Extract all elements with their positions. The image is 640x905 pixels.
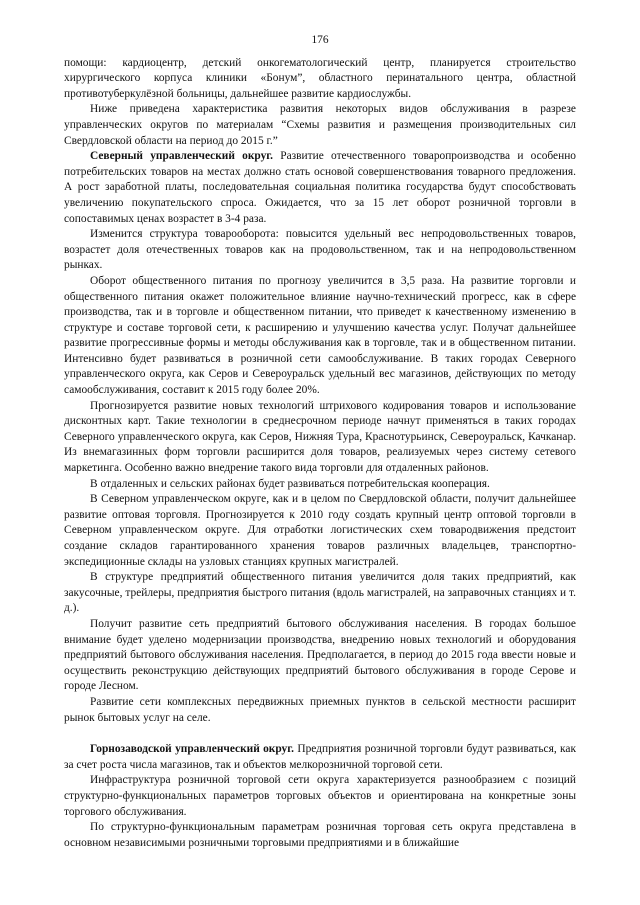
paragraph: Оборот общественного питания по прогнозу увеличится в 3,5 раза. На развитие торговли и общественного питания окажет положительное влияние научно-технический прогресс, как в сфере производства, так и в торговле и общественном питании, что приведет к качественному изменению в структуре и составе торговой сети, к расширению и улучшению качества услуг. Получат дальнейшее развитие прогрессивные формы и методы обслуживания как в торговле, так и в общественном питании. Интенсивно будет развиваться в розничной сети самообслуживание. В таких городах Северного управленческого округа, как Серов и Североуральск удельный вес магазинов, действующих по методу самообслуживания, составит к 2015 году более 20%. (64, 274, 576, 397)
section-gap (64, 726, 576, 742)
text-block-2 (64, 742, 576, 851)
paragraph: Получит развитие сеть предприятий бытового обслуживания населения. В городах большое внимание будет уделено модернизации производства, внедрению новых технологий и оборудования предприятий бытового обслуживания населения. Предполагается, в период до 2015 года ввести новые и осуществить реконструкцию действующих предприятий бытового обслуживания в городе Серове и городе Лесном. (64, 617, 576, 693)
text-block-1 (64, 56, 576, 727)
section-heading: Северный управленческий округ. (90, 150, 274, 163)
paragraph: Развитие сети комплексных передвижных приемных пунктов в сельской местности расширит рынок бытовых услуг на селе. (64, 695, 576, 724)
paragraph: В Северном управленческом округе, как и в целом по Свердловской области, получит дальнейшее развитие оптовая торговля. Прогнозируется к 2010 году создать крупный центр оптовой торговли в Северном управленческом округе. Для отработки логистических схем товародвижения предстоит создание складов гарантированного хранения товаров различных владельцев, транспортно-экспедиционные склады на узловых станциях крупных магистралей. (64, 493, 576, 568)
section-paragraph-gornozavodskoy: Горнозаводской управленческий округ. Предприятия розничной торговли будут развиваться, как за счет роста числа магазинов, так и объектов мелкорозничной торговой сети. (64, 743, 576, 771)
paragraph: В отдаленных и сельских районах будет развиваться потребительская кооперация. (90, 477, 490, 490)
section-paragraph-north: Северный управленческий округ. Развитие отечественного товаропроизводства и особенно потребительских товаров на местах должно стать основой совершенствования товарного предложения. А рост заработной платы, последовательная социальная политика государства будут способствовать увеличению покупательского спроса. Ожидается, что за 15 лет оборот розничной торговли в сопоставимых ценах возрастет в 3-4 раза. (64, 150, 576, 225)
paragraph: В структуре предприятий общественного питания увеличится доля таких предприятий, как закусочные, трейлеры, предприятия быстрого питания (вдоль магистралей, на заправочных станциях и т. д.). (64, 571, 576, 615)
paragraph: Ниже приведена характеристика развития некоторых видов обслуживания в разрезе управленческих округов по материалам “Схемы развития и размещения производительных сил Свердловской области на период до 2015 г.” (64, 103, 576, 147)
paragraph: Изменится структура товарооборота: повысится удельный вес непродовольственных товаров, возрастет доля отечественных товаров как на продовольственном, так и на непродовольственном рынках. (64, 228, 576, 272)
paragraph: помощи: кардиоцентр, детский онкогематологический центр, планируется строительство хирургического корпуса клиники «Бонум”, областного перинатального центра, областной противотуберкулёзной больницы, дальнейшее развитие кардиослужбы. (64, 56, 576, 100)
paragraph: Прогнозируется развитие новых технологий штрихового кодирования товаров и использование дисконтных карт. Такие технологии в среднесрочном периоде начнут применяться в таких городах Северного управленческого округа, как Серов, Нижняя Тура, Краснотурьинск, Североуральск, Качканар. Из внемагазинных форм торговли расширится доля товаров, реализуемых через систему сетевого маркетинга. Особенно важно внедрение такого вида торговли для отдаленных районов. (64, 399, 576, 475)
paragraph: Инфраструктура розничной торговой сети округа характеризуется разнообразием с позиций структурно-функциональных параметров торговых объектов и ориентирована на конкретные зоны торгового обслуживания. (64, 774, 576, 818)
paragraph: По структурно-функциональным параметрам розничная торговая сеть округа представлена в основном независимыми розничными торговыми предприятиями и в ближайшие (64, 821, 576, 849)
section-heading: Горнозаводской управленческий округ. (90, 743, 294, 756)
document-page (64, 33, 576, 851)
page-number: 176 (311, 34, 329, 46)
